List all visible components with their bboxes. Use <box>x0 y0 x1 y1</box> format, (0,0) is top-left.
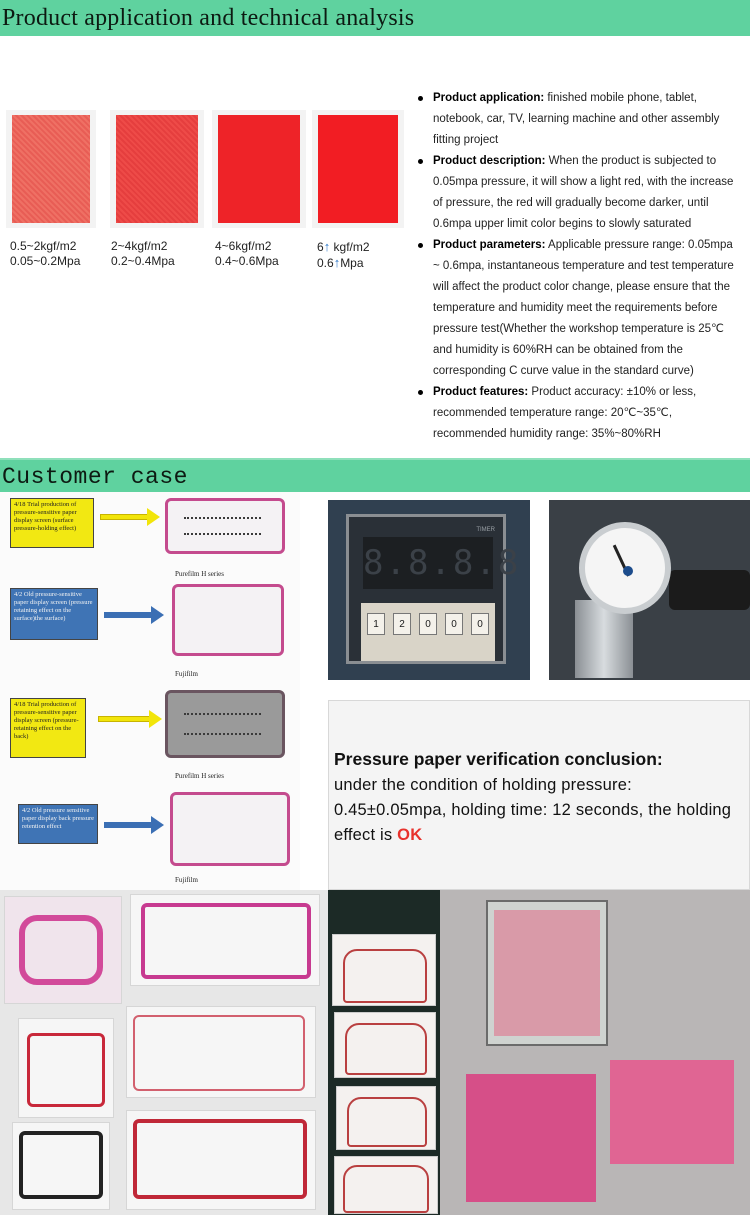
pipe-image <box>669 570 750 610</box>
dial-digit: 1 <box>367 613 385 635</box>
paper-sample-image <box>130 894 320 986</box>
glass-plate-image <box>486 900 608 1046</box>
conclusion-title: Pressure paper verification conclusion: <box>334 749 663 769</box>
up-arrow-icon: ↑ <box>323 239 331 254</box>
dial-digit: 0 <box>445 613 463 635</box>
arrow-right-icon <box>104 818 164 832</box>
list-item: Product application: finished mobile phone, tablet, notebook, car, TV, learning machine and other assembly fitting project <box>418 88 738 151</box>
sample-papers-photo <box>0 890 328 1215</box>
conclusion-text: under the condition of holding pressure: 0.45±0.05mpa, holding time: 12 seconds, the holding effect is OK <box>334 776 732 844</box>
pressure-gauge-photo <box>549 500 750 680</box>
gauge-icon <box>579 522 671 614</box>
ok-label: OK <box>397 826 423 844</box>
paper-sample-image <box>12 1122 110 1210</box>
color-swatch-medium <box>110 110 204 228</box>
paper-sample-image <box>170 792 290 866</box>
pink-imprint-image <box>610 1060 734 1164</box>
swatch-label: 4~6kgf/m2 0.4~0.6Mpa <box>215 239 279 268</box>
section-title: Customer case <box>2 464 188 490</box>
paper-sample-image <box>18 1018 114 1118</box>
paper-sample-image <box>126 1110 316 1210</box>
series-caption: Fujifilm <box>175 670 198 678</box>
conclusion-box <box>328 700 750 890</box>
color-swatch-dark <box>212 110 306 228</box>
paper-sample-image <box>172 584 284 656</box>
arrow-right-icon <box>104 608 164 622</box>
note-box: 4/2 Old pressure sensitive paper display back pressure retention effect <box>18 804 98 844</box>
paper-sample-image <box>336 1086 436 1150</box>
timer-label: TIMER <box>476 527 495 533</box>
product-bullet-list <box>418 88 738 445</box>
pressure-test-photo <box>440 890 750 1215</box>
arrow-right-icon <box>98 712 162 726</box>
list-item: Product features: Product accuracy: ±10% or less, recommended temperature range: 20℃~35℃, recommended humidity range: 35%~80%RH <box>418 382 738 445</box>
paper-sample-image <box>165 690 285 758</box>
color-swatch-saturated <box>312 110 404 228</box>
timer-photo <box>328 500 530 680</box>
series-caption: Purefilm H series <box>175 772 224 780</box>
list-item: Product parameters: Applicable pressure range: 0.05mpa ~ 0.6mpa, instantaneous temperature and test temperature will affect the product color change, please ensure that the temperature and humidity meet the requirements before pressure test(Whether the workshop temperature is 25℃ and humidity is 60%RH can be obtained from the corresponding C curve value in the standard curve) <box>418 235 738 382</box>
paper-sample-image <box>126 1006 316 1098</box>
paper-sample-image <box>332 934 436 1006</box>
section-header-customer-case <box>0 458 750 492</box>
stacked-samples-photo <box>328 890 440 1215</box>
note-box: 4/18 Trial production of pressure-sensitive paper display screen (surface pressure-holding effect) <box>10 498 94 548</box>
comparison-document <box>0 492 300 890</box>
pink-imprint-image <box>466 1074 596 1202</box>
swatch-label: 2~4kgf/m2 0.2~0.4Mpa <box>111 239 175 268</box>
dial-digit: 0 <box>471 613 489 635</box>
timer-display: 8.8.8.8 <box>363 537 493 589</box>
dial-digit: 2 <box>393 613 411 635</box>
series-caption: Purefilm H series <box>175 570 224 578</box>
section-header-product <box>0 0 750 36</box>
swatch-label: 0.5~2kgf/m2 0.05~0.2Mpa <box>10 239 81 268</box>
paper-sample-image <box>4 896 122 1004</box>
section-title: Product application and technical analysis <box>2 5 415 31</box>
paper-sample-image <box>334 1156 438 1214</box>
swatch-label: 6↑ kgf/m2 0.6↑Mpa <box>317 239 370 270</box>
color-swatch-light <box>6 110 96 228</box>
dial-digit: 0 <box>419 613 437 635</box>
paper-sample-image <box>334 1012 436 1078</box>
series-caption: Fujifilm <box>175 876 198 884</box>
list-item: Product description: When the product is subjected to 0.05mpa pressure, it will show a light red, with the increase of pressure, the red will gradually become darker, until 0.6mpa upper limit color begins to slowly saturated <box>418 151 738 235</box>
paper-sample-image <box>165 498 285 554</box>
product-analysis-section <box>0 36 750 458</box>
note-box: 4/18 Trial production of pressure-sensitive paper display screen (pressure-retaining effect on the back) <box>10 698 86 758</box>
note-box: 4/2 Old pressure-sensitive paper display screen (pressure retaining effect on the surface)the surface) <box>10 588 98 640</box>
arrow-right-icon <box>100 510 160 524</box>
timer-dials <box>361 603 495 661</box>
timer-device <box>346 514 521 664</box>
up-arrow-icon: ↑ <box>333 255 341 270</box>
